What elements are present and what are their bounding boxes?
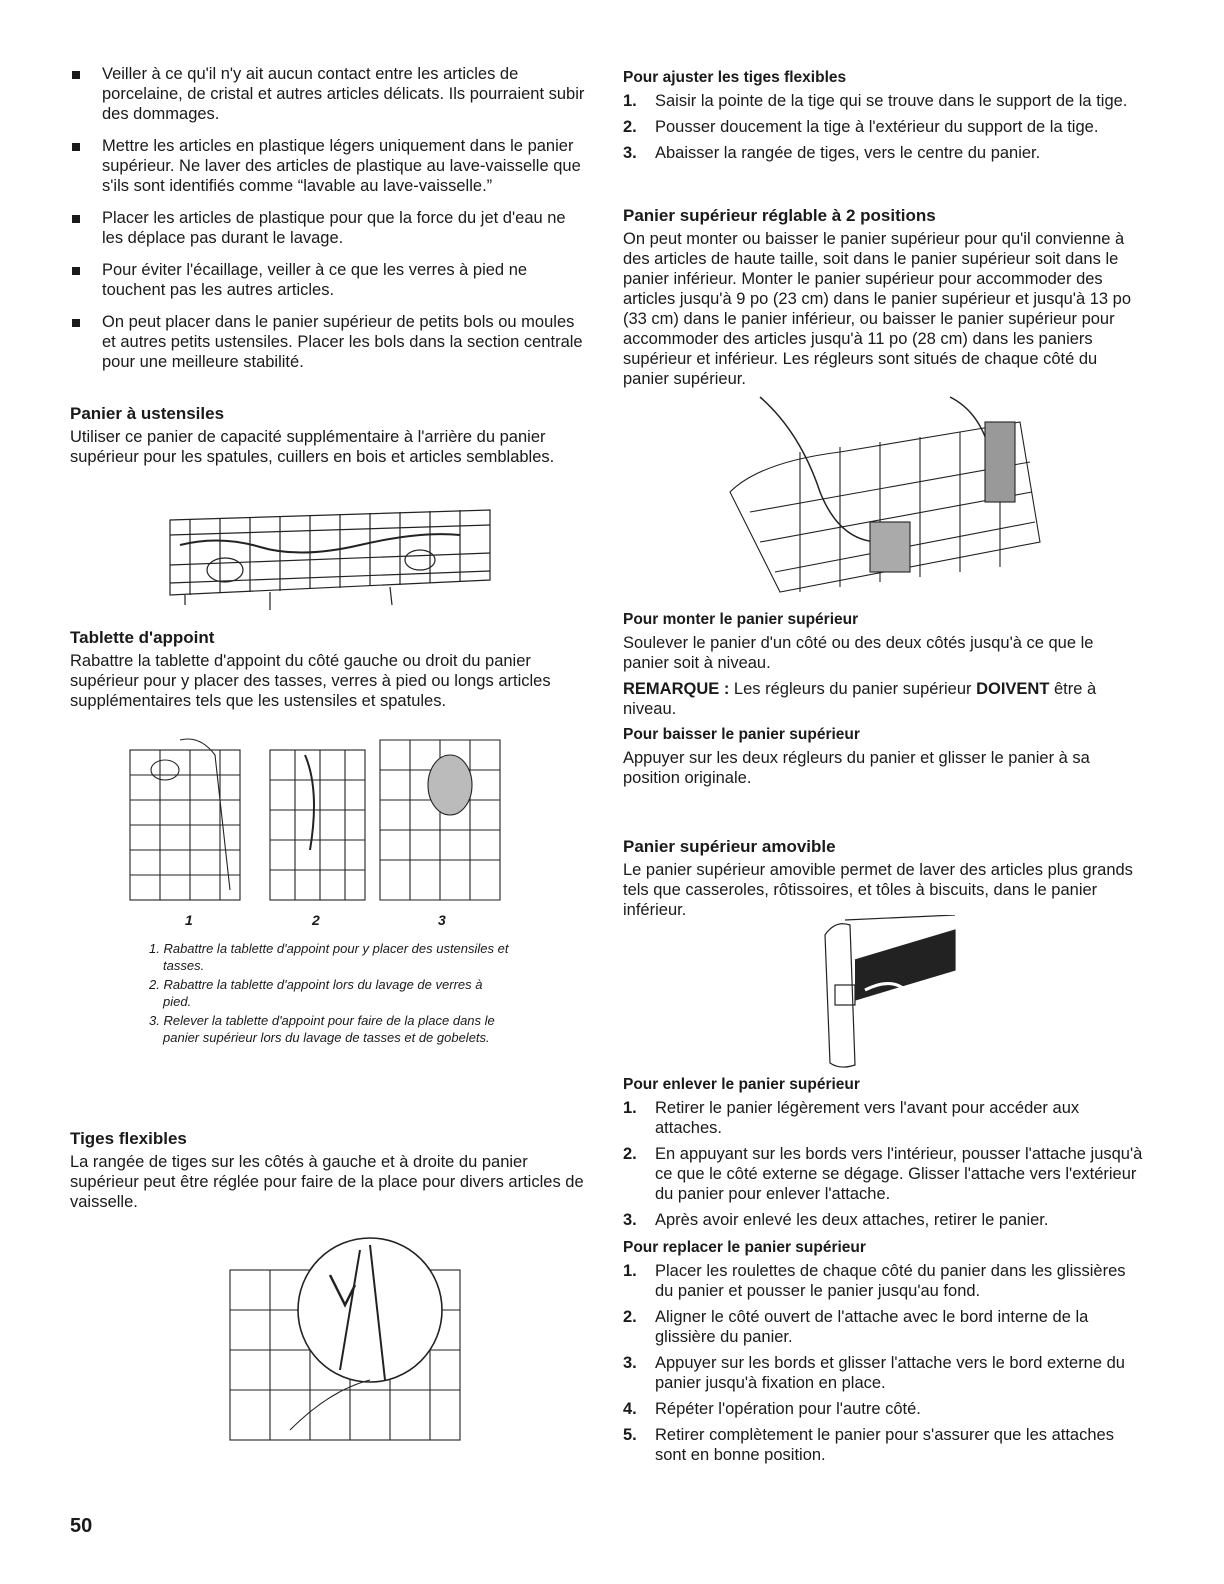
removable-basket-section xyxy=(623,836,1143,920)
figure-number-1: 1 xyxy=(185,912,193,928)
adjust-tines-section xyxy=(623,68,1143,169)
caption: 3. Relever la tablette d'appoint pour faire de la place dans le panier supérieur lors du lavage de tasses et de gobelets. xyxy=(149,1013,495,1045)
utensil-basket-illustration xyxy=(160,505,500,615)
steps-list xyxy=(623,1261,1143,1465)
section-heading: Pour enlever le panier supérieur xyxy=(623,1076,860,1093)
list-item: 1. Placer les roulettes de chaque côté du panier dans les glissières du panier et pousser le panier jusqu'au fond. xyxy=(623,1262,1126,1300)
section-heading: Pour replacer le panier supérieur xyxy=(623,1239,866,1256)
bullet-square-icon xyxy=(72,215,80,223)
cup-shelf-illustrations xyxy=(120,730,520,910)
section-heading: Pour monter le panier supérieur xyxy=(623,611,859,628)
bullet-square-icon xyxy=(72,319,80,327)
caption: 1. Rabattre la tablette d'appoint pour y placer des ustensiles et tasses. xyxy=(149,941,509,973)
list-item: 2. En appuyant sur les bords vers l'intérieur, pousser l'attache jusqu'à ce que le côté externe se dégage. Glisser l'attache vers l'extérieur du panier pour enlever l'attache. xyxy=(623,1145,1143,1203)
page-number: 50 xyxy=(70,1515,93,1537)
section-text: La rangée de tiges sur les côtés à gauche et à droite du panier supérieur peut être réglée pour faire de la place pour divers articles de vaisselle. xyxy=(70,1153,584,1211)
raise-basket-section xyxy=(623,610,1143,719)
bullet-square-icon xyxy=(72,143,80,151)
section-text: Soulever le panier d'un côté ou des deux côtés jusqu'à ce que le panier soit à niveau. xyxy=(623,634,1094,672)
utensil-basket-section xyxy=(70,403,590,467)
list-item: Veiller à ce qu'il n'y ait aucun contact entre les articles de porcelaine, de cristal et autres articles délicats. Ils pourraient subir des dommages. xyxy=(70,64,590,124)
section-text: Rabattre la tablette d'appoint du côté gauche ou droit du panier supérieur pour y placer des tasses, verres à pied ou longs articles supplémentaires tels que les ustensiles et spatules. xyxy=(70,652,551,710)
section-heading: Pour baisser le panier supérieur xyxy=(623,726,860,743)
section-heading: Panier supérieur réglable à 2 positions xyxy=(623,206,936,225)
steps-list xyxy=(623,91,1143,163)
basket-adjuster-illustration xyxy=(720,392,1050,607)
list-item: 3. Après avoir enlevé les deux attaches, retirer le panier. xyxy=(623,1211,1049,1229)
bullet-square-icon xyxy=(72,267,80,275)
list-item: 1. Saisir la pointe de la tige qui se trouve dans le support de la tige. xyxy=(623,92,1128,110)
list-item: 2. Aligner le côté ouvert de l'attache avec le bord interne de la glissière du panier. xyxy=(623,1308,1089,1346)
note-strong: DOIVENT xyxy=(976,680,1050,698)
list-item: Mettre les articles en plastique légers uniquement dans le panier supérieur. Ne laver des articles de plastique au lave-vaisselle que s'ils sont identifiés comme “lavable au lave-vaisselle.” xyxy=(70,136,590,196)
figure-number-3: 3 xyxy=(438,912,446,928)
section-text: Utiliser ce panier de capacité supplémentaire à l'arrière du panier supérieur pour les spatules, cuillers en bois et articles semblables. xyxy=(70,428,555,466)
list-item: 1. Retirer le panier légèrement vers l'avant pour accéder aux attaches. xyxy=(623,1099,1080,1137)
list-item: 4. Répéter l'opération pour l'autre côté. xyxy=(623,1400,921,1418)
flexible-tines-section xyxy=(70,1128,590,1212)
section-heading: Panier supérieur amovible xyxy=(623,837,836,856)
list-item: On peut placer dans le panier supérieur de petits bols ou moules et autres petits ustensiles. Placer les bols dans la section centrale pour une meilleure stabilité. xyxy=(70,312,590,372)
section-text: Le panier supérieur amovible permet de laver des articles plus grands tels que casseroles, rôtissoires, et tôles à biscuits, dans le panier inférieur. xyxy=(623,861,1133,919)
steps-list xyxy=(623,1098,1143,1230)
remove-basket-section xyxy=(623,1075,1143,1236)
section-heading: Tablette d'appoint xyxy=(70,628,215,647)
figure-number-2: 2 xyxy=(312,912,320,928)
basket-clip-illustration xyxy=(815,915,965,1070)
section-heading: Panier à ustensiles xyxy=(70,404,225,423)
lower-basket-section xyxy=(623,725,1143,788)
section-text: Appuyer sur les deux régleurs du panier et glisser le panier à sa position originale. xyxy=(623,749,1090,787)
note-label: REMARQUE : xyxy=(623,680,730,698)
caption: 2. Rabattre la tablette d'appoint lors du lavage de verres à pied. xyxy=(149,977,483,1009)
two-position-section xyxy=(623,205,1143,389)
list-item: 5. Retirer complètement le panier pour s'assurer que les attaches sont en bonne position. xyxy=(623,1426,1114,1464)
flexible-tines-illustration xyxy=(210,1230,470,1460)
bullet-square-icon xyxy=(72,71,80,79)
left-column xyxy=(70,64,590,384)
note-text: REMARQUE : Les régleurs du panier supérieur DOIVENT être à niveau. xyxy=(623,680,1097,718)
figure-captions xyxy=(145,940,510,1046)
list-item: 2. Pousser doucement la tige à l'extérieur du support de la tige. xyxy=(623,118,1099,136)
list-item: 3. Appuyer sur les bords et glisser l'attache vers le bord externe du panier jusqu'à fixation en place. xyxy=(623,1354,1125,1392)
loading-tips-list xyxy=(70,64,590,372)
list-item: 3. Abaisser la rangée de tiges, vers le centre du panier. xyxy=(623,144,1041,162)
replace-basket-section xyxy=(623,1238,1143,1471)
list-item: Placer les articles de plastique pour que la force du jet d'eau ne les déplace pas durant le lavage. xyxy=(70,208,590,248)
section-text: On peut monter ou baisser le panier supérieur pour qu'il convienne à des articles de haute taille, soit dans le panier supérieur soit dans le panier inférieur. Monter le panier supérieur pour accommoder des articles jusqu'à 9 po (23 cm) dans le panier supérieur et jusqu'à 13 po (33 cm) dans le panier inférieur, ou baisser le panier supérieur pour accommoder des articles jusqu'à 11 po (28 cm) dans les paniers supérieur et inférieur. Les régleurs sont situés de chaque côté du panier supérieur. xyxy=(623,230,1132,388)
section-heading: Pour ajuster les tiges flexibles xyxy=(623,69,847,86)
section-heading: Tiges flexibles xyxy=(70,1129,187,1148)
cup-shelf-section xyxy=(70,627,590,711)
list-item: Pour éviter l'écaillage, veiller à ce que les verres à pied ne touchent pas les autres articles. xyxy=(70,260,590,300)
